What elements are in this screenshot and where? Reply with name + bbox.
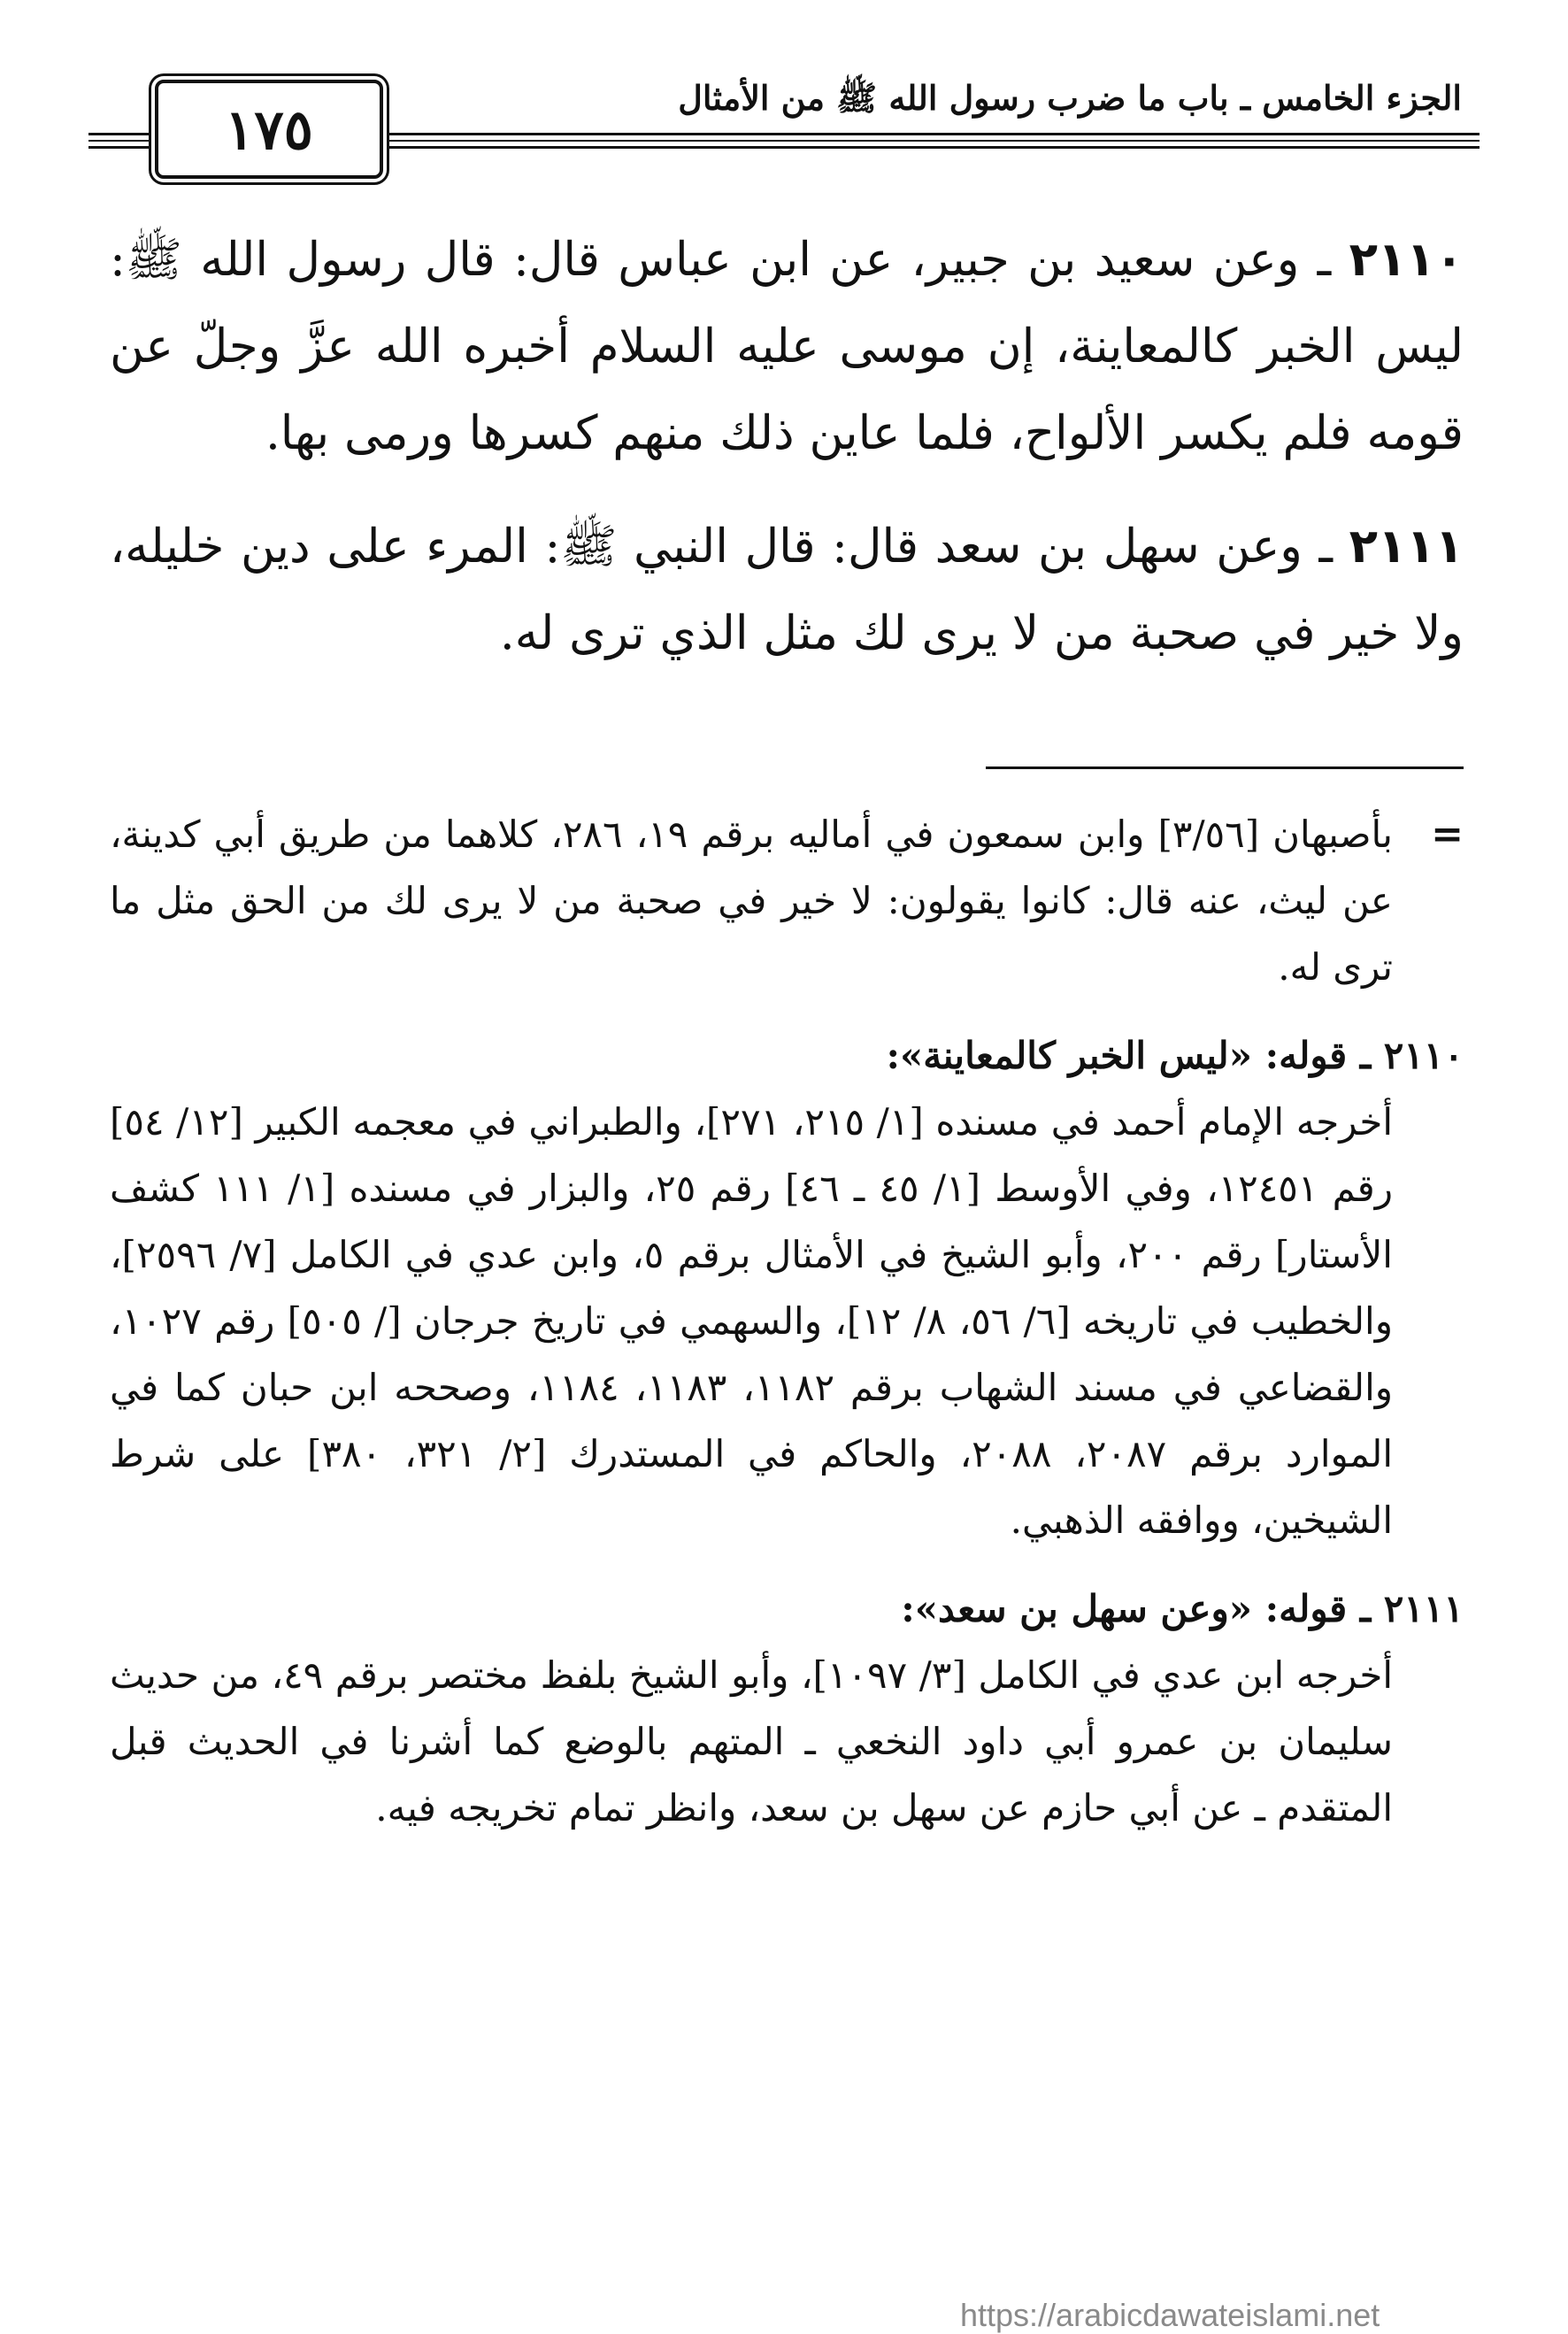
running-header-title: الجزء الخامس ـ باب ما ضرب رسول الله ﷺ من الأمثال xyxy=(678,78,1462,118)
hadith-text: ـ وعن سهل بن سعد قال: قال النبي ﷺ: المرء على دين خليله، ولا خير في صحبة من لا يرى لك مثل الذي ترى له. xyxy=(110,520,1464,660)
hadith-number: ٢١١١ xyxy=(1349,520,1464,574)
hadith-2110 xyxy=(110,217,1464,477)
hadith-2111 xyxy=(110,504,1464,677)
footnote-separator xyxy=(986,766,1464,769)
footnote-2111 xyxy=(110,1575,1464,1841)
footnote-body: أخرجه ابن عدي في الكامل [٣/ ١٠٩٧]، وأبو الشيخ بلفظ مختصر برقم ٤٩، من حديث سليمان بن عمرو أبي داود النخعي ـ المتهم بالوضع كما أشرنا في الحديث قبل المتقدم ـ عن أبي حازم عن سهل بن سعد، وانظر تمام تخريجه فيه. xyxy=(110,1653,1393,1829)
footnotes xyxy=(110,801,1464,1863)
hadith-number: ٢١١٠ xyxy=(1349,233,1464,287)
footnote-continuation xyxy=(110,801,1464,1000)
footnote-heading xyxy=(110,1022,1464,1089)
running-header xyxy=(88,62,1480,168)
hadith-text: ـ وعن سعيد بن جبير، عن ابن عباس قال: قال رسول الله ﷺ: ليس الخبر كالمعاينة، إن موسى عليه السلام أخبره الله عزَّ وجلّ عن قومه فلم يكسر الألواح، فلما عاين ذلك منهم كسرها ورمى بها. xyxy=(110,233,1464,460)
footnote-heading-quote: «ليس الخبر كالمعاينة»: xyxy=(886,1034,1252,1077)
continuation-text: بأصبهان [٣/٥٦] وابن سمعون في أماليه برقم ١٩، ٢٨٦، كلاهما من طريق أبي كدينة، عن ليث، عنه قال: كانوا يقولون: لا خير في صحبة من لا يرى لك من الحق مثل ما ترى له. xyxy=(110,813,1393,989)
footnote-heading xyxy=(110,1575,1464,1642)
footnote-heading-prefix: ٢١١٠ ـ قوله: xyxy=(1264,1034,1464,1077)
footnote-heading-quote: «وعن سهل بن سعد»: xyxy=(901,1587,1252,1630)
footnote-heading-prefix: ٢١١١ ـ قوله: xyxy=(1264,1587,1464,1630)
page-number: ١٧٥ xyxy=(155,80,383,179)
watermark-url: https://arabicdawateislami.net xyxy=(960,2297,1380,2333)
main-text xyxy=(110,217,1464,704)
continuation-marker: = xyxy=(1431,812,1464,857)
footnote-2110 xyxy=(110,1022,1464,1553)
footnote-body: أخرجه الإمام أحمد في مسنده [١/ ٢١٥، ٢٧١]، والطبراني في معجمه الكبير [١٢/ ٥٤] رقم ١٢٤٥١، وفي الأوسط [١/ ٤٥ ـ ٤٦] رقم ٢٥، والبزار في مسنده [١/ ١١١ كشف الأستار] رقم ٢٠٠، وأبو الشيخ في الأمثال برقم ٥، وابن عدي في الكامل [٧/ ٢٥٩٦]، والخطيب في تاريخه [٦/ ٥٦، ٨/ ١٢]، والسهمي في تاريخ جرجان [/ ٥٠٥] رقم ١٠٢٧، والقضاعي في مسند الشهاب برقم ١١٨٢، ١١٨٣، ١١٨٤، وصححه ابن حبان كما في الموارد برقم ٢٠٨٧، ٢٠٨٨، والحاكم في المستدرك [٢/ ٣٢١، ٣٨٠] على شرط الشيخين، ووافقه الذهبي. xyxy=(110,1100,1394,1542)
